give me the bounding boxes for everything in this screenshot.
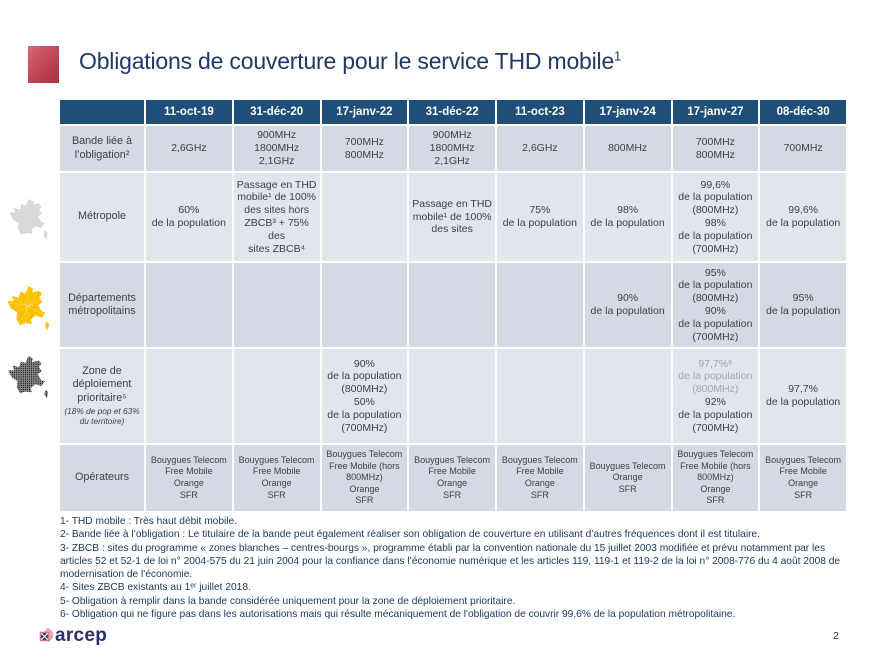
table-cell-line: 90% [617, 292, 639, 305]
row-label [60, 263, 144, 347]
coverage-table [60, 100, 846, 511]
table-cell [234, 445, 320, 511]
table-cell-line: SFR [706, 495, 725, 506]
table-cell [234, 349, 320, 443]
table-cell [673, 445, 759, 511]
table-cell-line: 75% [529, 204, 551, 217]
table-cell-line: Bouygues Telecom [414, 454, 491, 465]
table-cell [497, 349, 583, 443]
row-label [60, 349, 144, 443]
table-cell-line: 800MHz) [346, 472, 383, 483]
table-cell-line: 98% [617, 204, 639, 217]
row-label-line: Bande liée à [71, 135, 133, 148]
page-title [79, 48, 621, 75]
column-header: 31-déc-22 [409, 100, 495, 124]
france-map-yellow-icon [5, 282, 52, 336]
column-header: 17-janv-22 [322, 100, 408, 124]
row-label-line: Départements [68, 291, 136, 304]
table-cell-line: SFR [267, 489, 286, 500]
table-cell-line: Bouygues Telecom [238, 454, 315, 465]
table-cell [760, 445, 846, 511]
table-cell-line: de la population [678, 408, 753, 421]
table-cell-line: 800MHz) [697, 472, 734, 483]
page-title-text: Obligations de couverture pour le service THD mobile [79, 48, 615, 74]
table-cell [146, 173, 232, 261]
table-cell-line: 92% [704, 396, 726, 408]
footnote: 3- ZBCB : sites du programme « zones blanches – centres-bourgs », programme établi par la convention nationale du 15 juillet 2003 modifiée et prévu notamment par les articles 52 et 52-1 de loi n° 2004-575 du 21 juin 2004 pour la confiance dans l’économie numérique et les articles 119, 119-1 et 119-2 de la loi n° 2008-776 du 4 août 2008 de modernisation de l'économie. [60, 542, 841, 580]
table-cell [673, 349, 759, 443]
row-label-line: Zone de [82, 365, 122, 378]
table-cell [585, 263, 671, 347]
table-cell-line: de la population [678, 191, 753, 204]
footnote: 1- THD mobile : Très haut débit mobile. [60, 516, 238, 527]
arcep-logo [36, 625, 107, 647]
table-cell-line: (700MHz) [692, 330, 739, 343]
table-cell-line: Free Mobile [779, 466, 827, 477]
column-header: 08-déc-30 [760, 100, 846, 124]
table-cell [322, 445, 408, 511]
table-cell-line: Free Mobile [165, 466, 213, 477]
table-cell [146, 263, 232, 347]
table-cell-line: (800MHz) [692, 383, 739, 396]
table-cell-line: 90% [704, 305, 726, 317]
table-cell-line: Free Mobile (hors [329, 460, 400, 471]
table-cell-line: (700MHz) [692, 421, 739, 434]
table-cell-line: SFR [618, 483, 637, 494]
table-cell-line: 2,6GHz [522, 142, 558, 155]
france-map-gray-icon [8, 196, 50, 244]
table-cell-line: Orange [349, 483, 380, 494]
row-label-note: (18% de pop et 63% du territoire) [64, 405, 140, 426]
table-cell-line: des sites hors [244, 204, 310, 217]
table-cell-line: Orange [173, 478, 204, 488]
table-cell [146, 126, 232, 171]
table-cell-line: mobile¹ de 100% [237, 191, 317, 204]
table-cell-line: de la population [151, 217, 226, 229]
arcep-logo-text: arcep [55, 625, 108, 646]
table-cell-line: (800MHz) [692, 292, 739, 305]
table-cell [673, 126, 759, 171]
table-cell-line: sites ZBCB⁴ [248, 242, 306, 255]
table-cell [760, 263, 846, 347]
table-cell-line: 700MHz [783, 142, 823, 155]
table-cell-line: Orange [700, 483, 731, 494]
table-cell-line: de la population [766, 217, 841, 229]
footnotes [60, 515, 849, 621]
table-cell-line: Orange [612, 472, 643, 483]
table-cell-line: de la population [678, 317, 753, 330]
table-cell-line: de la population [678, 279, 753, 292]
column-header: 11-oct-19 [146, 100, 232, 124]
table-cell [673, 263, 759, 347]
table-corner-cell [60, 100, 144, 124]
row-label-line: prioritaire⁵ [77, 391, 127, 404]
arcep-logo-icon [36, 628, 53, 645]
table-cell-line: SFR [530, 489, 549, 500]
footnote: 2- Bande liée à l’obligation : Le titulaire de la bande peut également réaliser son obligation de couverture en utilisant d’autres fréquences dont il est titulaire. [60, 529, 760, 541]
table-cell [760, 349, 846, 443]
table-cell [409, 445, 495, 511]
table-cell [146, 349, 232, 443]
table-cell-line: 90% [353, 357, 375, 370]
accent-bar [28, 46, 59, 83]
page-title-superscript: 1 [614, 48, 622, 64]
table-cell-line: 99,6% [700, 178, 731, 191]
table-cell-line: 900MHz [257, 129, 297, 142]
table-cell-line: 800MHz [344, 148, 384, 161]
table-cell-line: 99,6% [788, 204, 819, 217]
footnote: 4- Sites ZBCB existants au 1ᵉʳ juillet 2018. [60, 582, 251, 594]
table-cell-line: SFR [794, 489, 813, 500]
table-cell-line: Free Mobile [252, 466, 301, 477]
table-cell [234, 173, 320, 261]
table-cell-line: Bouygues Telecom [589, 460, 666, 471]
row-label-line: déploiement [72, 378, 132, 391]
table-cell [409, 349, 495, 443]
column-header: 17-janv-24 [585, 100, 671, 124]
table-cell-line: 2,1GHz [434, 154, 470, 167]
table-cell [322, 126, 408, 171]
table-cell [322, 349, 408, 443]
table-cell-line: Bouygues Telecom [765, 454, 842, 465]
table-cell-line: Orange [524, 478, 555, 488]
row-label [60, 445, 144, 511]
table-cell-line: de la population [590, 217, 665, 229]
table-cell-line: des sites [431, 223, 473, 236]
row-label-line: l’obligation² [74, 148, 130, 161]
table-cell-line: Free Mobile [428, 466, 476, 477]
column-header: 31-déc-20 [234, 100, 320, 124]
table-cell [234, 263, 320, 347]
table-cell-line: Bouygues Telecom [677, 449, 754, 460]
table-cell-line: de la population [327, 408, 402, 421]
row-label [60, 173, 144, 261]
table-cell [585, 445, 671, 511]
table-cell [497, 445, 583, 511]
table-cell [322, 263, 408, 347]
table-cell-line: SFR [179, 489, 198, 500]
table-cell-line: 1800MHz [254, 142, 300, 155]
table-cell [585, 173, 671, 261]
table-cell [146, 445, 232, 511]
table-cell-line: Bouygues Telecom [326, 449, 403, 460]
row-label-line: Opérateurs [74, 471, 129, 484]
table-cell [497, 263, 583, 347]
footnote: 5- Obligation à remplir dans la bande considérée uniquement pour la zone de déploiement prioritaire. [60, 595, 516, 607]
table-cell-line: mobile¹ de 100% [412, 210, 492, 223]
table-cell-line: 50% [353, 396, 375, 408]
table-cell-line: Orange [437, 478, 468, 488]
table-cell-line: Bouygues Telecom [501, 454, 578, 465]
table-cell-line: SFR [443, 489, 462, 500]
table-cell-line: de la population [766, 305, 841, 317]
table-cell [497, 173, 583, 261]
table-cell [409, 263, 495, 347]
footnote: 6- Obligation qui ne figure pas dans les autorisations mais qui résulte mécaniquement de l'obligation de couvrir 99,6% de la population métropolitaine. [60, 608, 736, 620]
table-cell-line: 98% [704, 217, 726, 229]
table-cell [497, 126, 583, 171]
table-cell-line: de la population [678, 370, 753, 383]
table-cell-line: 97,7%⁶ [698, 357, 733, 370]
page-number: 2 [833, 630, 839, 642]
table-cell-line: Free Mobile [516, 466, 564, 477]
table-cell-line: ZBCB³ + 75% des [244, 217, 309, 242]
row-label-line: Métropole [77, 210, 126, 223]
table-cell-line: (700MHz) [341, 421, 388, 434]
table-cell-line: de la population [502, 217, 577, 229]
row-label [60, 126, 144, 171]
table-cell-line: SFR [355, 495, 374, 506]
table-cell-line: 800MHz [695, 148, 735, 161]
table-cell-line: (800MHz) [341, 383, 388, 396]
table-cell [585, 126, 671, 171]
table-cell [760, 126, 846, 171]
row-label-line: métropolitains [68, 305, 136, 317]
table-cell-line: (700MHz) [692, 242, 739, 255]
table-cell-line: Passage en THD [236, 178, 317, 191]
table-cell-line: de la population [327, 370, 402, 383]
table-cell-line: de la population [678, 229, 753, 242]
table-cell-line: 2,1GHz [258, 154, 295, 167]
table-cell [234, 126, 320, 171]
table-cell-line: 900MHz [432, 129, 472, 142]
table-cell [760, 173, 846, 261]
table-cell-line: 95% [792, 292, 814, 305]
table-cell-line: Free Mobile (hors [680, 460, 751, 471]
table-cell-line: Bouygues Telecom [150, 454, 227, 465]
table-cell-line: de la population [766, 396, 841, 408]
column-header: 11-oct-23 [497, 100, 583, 124]
table-cell-line: 800MHz [608, 142, 648, 155]
table-cell-line: 700MHz [344, 135, 384, 148]
table-cell-line: Orange [261, 478, 292, 488]
table-cell-line: 97,7% [788, 383, 819, 396]
table-cell-line: 95% [704, 266, 726, 279]
table-cell-line: 60% [178, 204, 200, 217]
table-cell [409, 173, 495, 261]
table-cell-line: 2,6GHz [171, 142, 207, 155]
table-cell-line: de la population [590, 305, 665, 317]
table-cell [585, 349, 671, 443]
table-cell-line: Passage en THD [412, 197, 492, 210]
table-cell [409, 126, 495, 171]
table-cell [673, 173, 759, 261]
table-cell-line: (800MHz) [692, 204, 739, 217]
table-cell-line: 1800MHz [429, 142, 475, 155]
table-cell [322, 173, 408, 261]
france-map-black-icon [6, 352, 51, 404]
table-cell-line: Orange [788, 478, 819, 488]
table-cell-line: 700MHz [695, 135, 735, 148]
column-header: 17-janv-27 [673, 100, 759, 124]
